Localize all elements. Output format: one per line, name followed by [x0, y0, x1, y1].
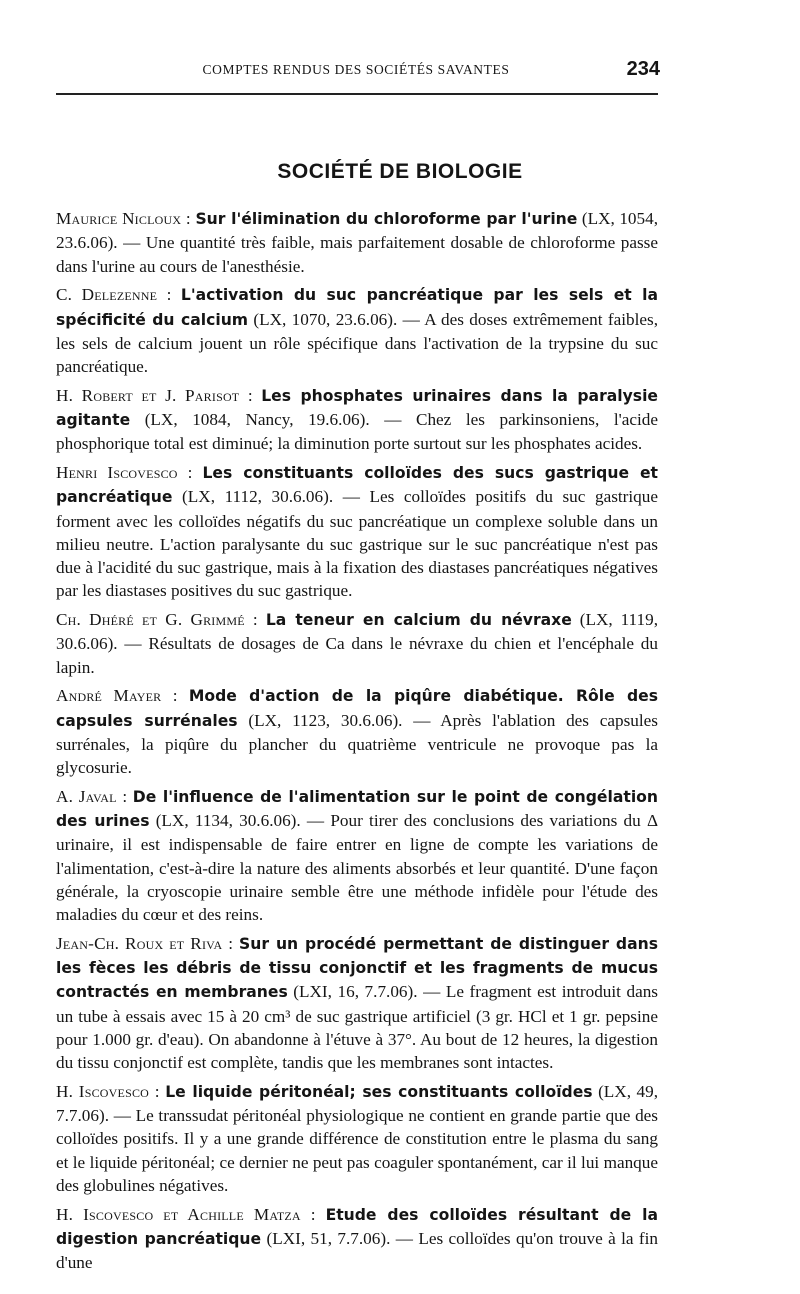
entry-text: (LX, 1112, 30.6.06). — Les colloïdes positifs du suc gastrique forment avec les colloïdes négatifs du suc pancréatique un complexe soluble dans un milieu neutre. L'action paralysante du suc gastrique sur le suc pancréatique n'est pas due à l'acidité du suc gastrique, mais à la fixation des diastases pancréatiques négatives par les diastases positives du suc gastrique.: [56, 487, 658, 601]
entry-text: (LX, 1054, 23.6.06). — Une quantité très faible, mais parfaitement dosable de chloroforme passe dans l'urine au cours de l'anesthésie.: [56, 209, 659, 276]
entry-author: Ch. Dhéré et G. Grimmé :: [56, 610, 258, 629]
entry-title: Les constituants colloïdes des sucs gastrique et pancréatique: [56, 464, 659, 507]
abstract-list: [56, 207, 658, 1280]
running-title: COMPTES RENDUS DES SOCIÉTÉS SAVANTES: [202, 62, 510, 77]
abstract-entry: [56, 932, 658, 1075]
entry-author: Jean-Ch. Roux et Riva :: [56, 933, 234, 953]
abstract-entry: [56, 207, 658, 278]
entry-author: H. Iscovesco et Achille Matza :: [56, 1204, 316, 1224]
entry-title: Mode d'action de la piqûre diabétique. Rôle des capsules surrénales: [56, 687, 658, 730]
abstract-entry: [56, 1080, 658, 1197]
entry-author: A. Javal :: [56, 786, 128, 806]
entry-title: Le liquide péritonéal; ses constituants colloïdes: [165, 1082, 593, 1101]
entry-title: Sur l'élimination du chloroforme par l'urine: [195, 210, 578, 228]
entry-author: C. Delezenne :: [56, 285, 172, 305]
entry-title: Sur un procédé permettant de distinguer dans les fèces les débris de tissu conjonctif et les fragments de mucus contractés en membranes: [56, 934, 658, 1002]
abstract-entry: [56, 785, 658, 927]
entry-text: (LX, 1084, Nancy, 19.6.06). — Chez les parkinsoniens, l'acide phosphorique total est diminué; la diminution porte surtout sur les phosphates acides.: [56, 410, 658, 454]
entry-author: H. Iscovesco :: [56, 1081, 160, 1101]
entry-text: (LXI, 51, 7.7.06). — Les colloïdes qu'on trouve à la fin d'une: [56, 1228, 658, 1272]
abstract-entry: [56, 384, 658, 456]
entry-title: De l'influence de l'alimentation sur le point de congélation des urines: [56, 787, 658, 830]
entry-author: H. Robert et J. Parisot :: [56, 385, 253, 405]
section-title: SOCIÉTÉ DE BIOLOGIE: [277, 160, 523, 183]
entry-author: Henri Iscovesco :: [56, 463, 193, 482]
abstract-entry: [56, 461, 658, 603]
entry-title: L'activation du suc pancréatique par les sels et la spécificité du calcium: [56, 286, 659, 329]
entry-author: Maurice Nicloux :: [56, 209, 191, 228]
running-header: [56, 58, 660, 84]
page-number: 234: [626, 58, 660, 80]
entry-text: (LX, 1123, 30.6.06). — Après l'ablation des capsules surrénales, la piqûre du plancher du quatrième ventricule ne provoque pas la glycosurie.: [56, 710, 658, 777]
entry-text: (LX, 1119, 30.6.06). — Résultats de dosages de Ca dans le névraxe du chien et l'encéphale du lapin.: [56, 610, 658, 677]
entry-text: (LX, 1070, 23.6.06). — A des doses extrêmement faibles, les sels de calcium jouent un rôle spécifique dans l'activation de la trypsine du suc pancréatique.: [56, 309, 658, 376]
entry-title: La teneur en calcium du névraxe: [265, 611, 572, 629]
abstract-entry: [56, 283, 658, 378]
entry-title: Etude des colloïdes résultant de la digestion pancréatique: [56, 1205, 658, 1248]
abstract-entry: [56, 608, 658, 679]
entry-author: André Mayer :: [56, 686, 178, 706]
abstract-entry: [56, 1203, 658, 1275]
entry-text: (LX, 1134, 30.6.06). — Pour tirer des conclusions des variations du Δ urinaire, il est indispensable de faire entrer en ligne de compte les variations de l'alimentation, c'est-à-dire la nature des aliments absorbés et leur quantité. D'une façon générale, la cryoscopie urinaire semble être une méthode infidèle pour l'étude des maladies du cœur et des reins.: [56, 811, 659, 924]
header-rule: [56, 93, 658, 95]
entry-text: (LXI, 16, 7.7.06). — Le fragment est introduit dans un tube à essais avec 15 à 20 cm³ de suc gastrique artificiel (3 gr. HCl et 1 gr. pepsine pour 1.000 gr. d'eau). On abandonne à l'étuve à 37°. Au bout de 12 heures, la digestion du tissu conjonctif est complète, tandis que les membranes sont intactes.: [56, 982, 658, 1072]
abstract-entry: [56, 684, 658, 779]
entry-text: (LX, 49, 7.7.06). — Le transsudat péritonéal physiologique ne contient en grande partie que des colloïdes positifs. Il y a une grande différence de constitution entre le plasma du sang et le liquide péritonéal; ce dernier ne peut pas coaguler spontanément, car il lui manque des globulines négatives.: [56, 1081, 658, 1195]
entry-title: Les phosphates urinaires dans la paralysie agitante: [56, 386, 659, 429]
